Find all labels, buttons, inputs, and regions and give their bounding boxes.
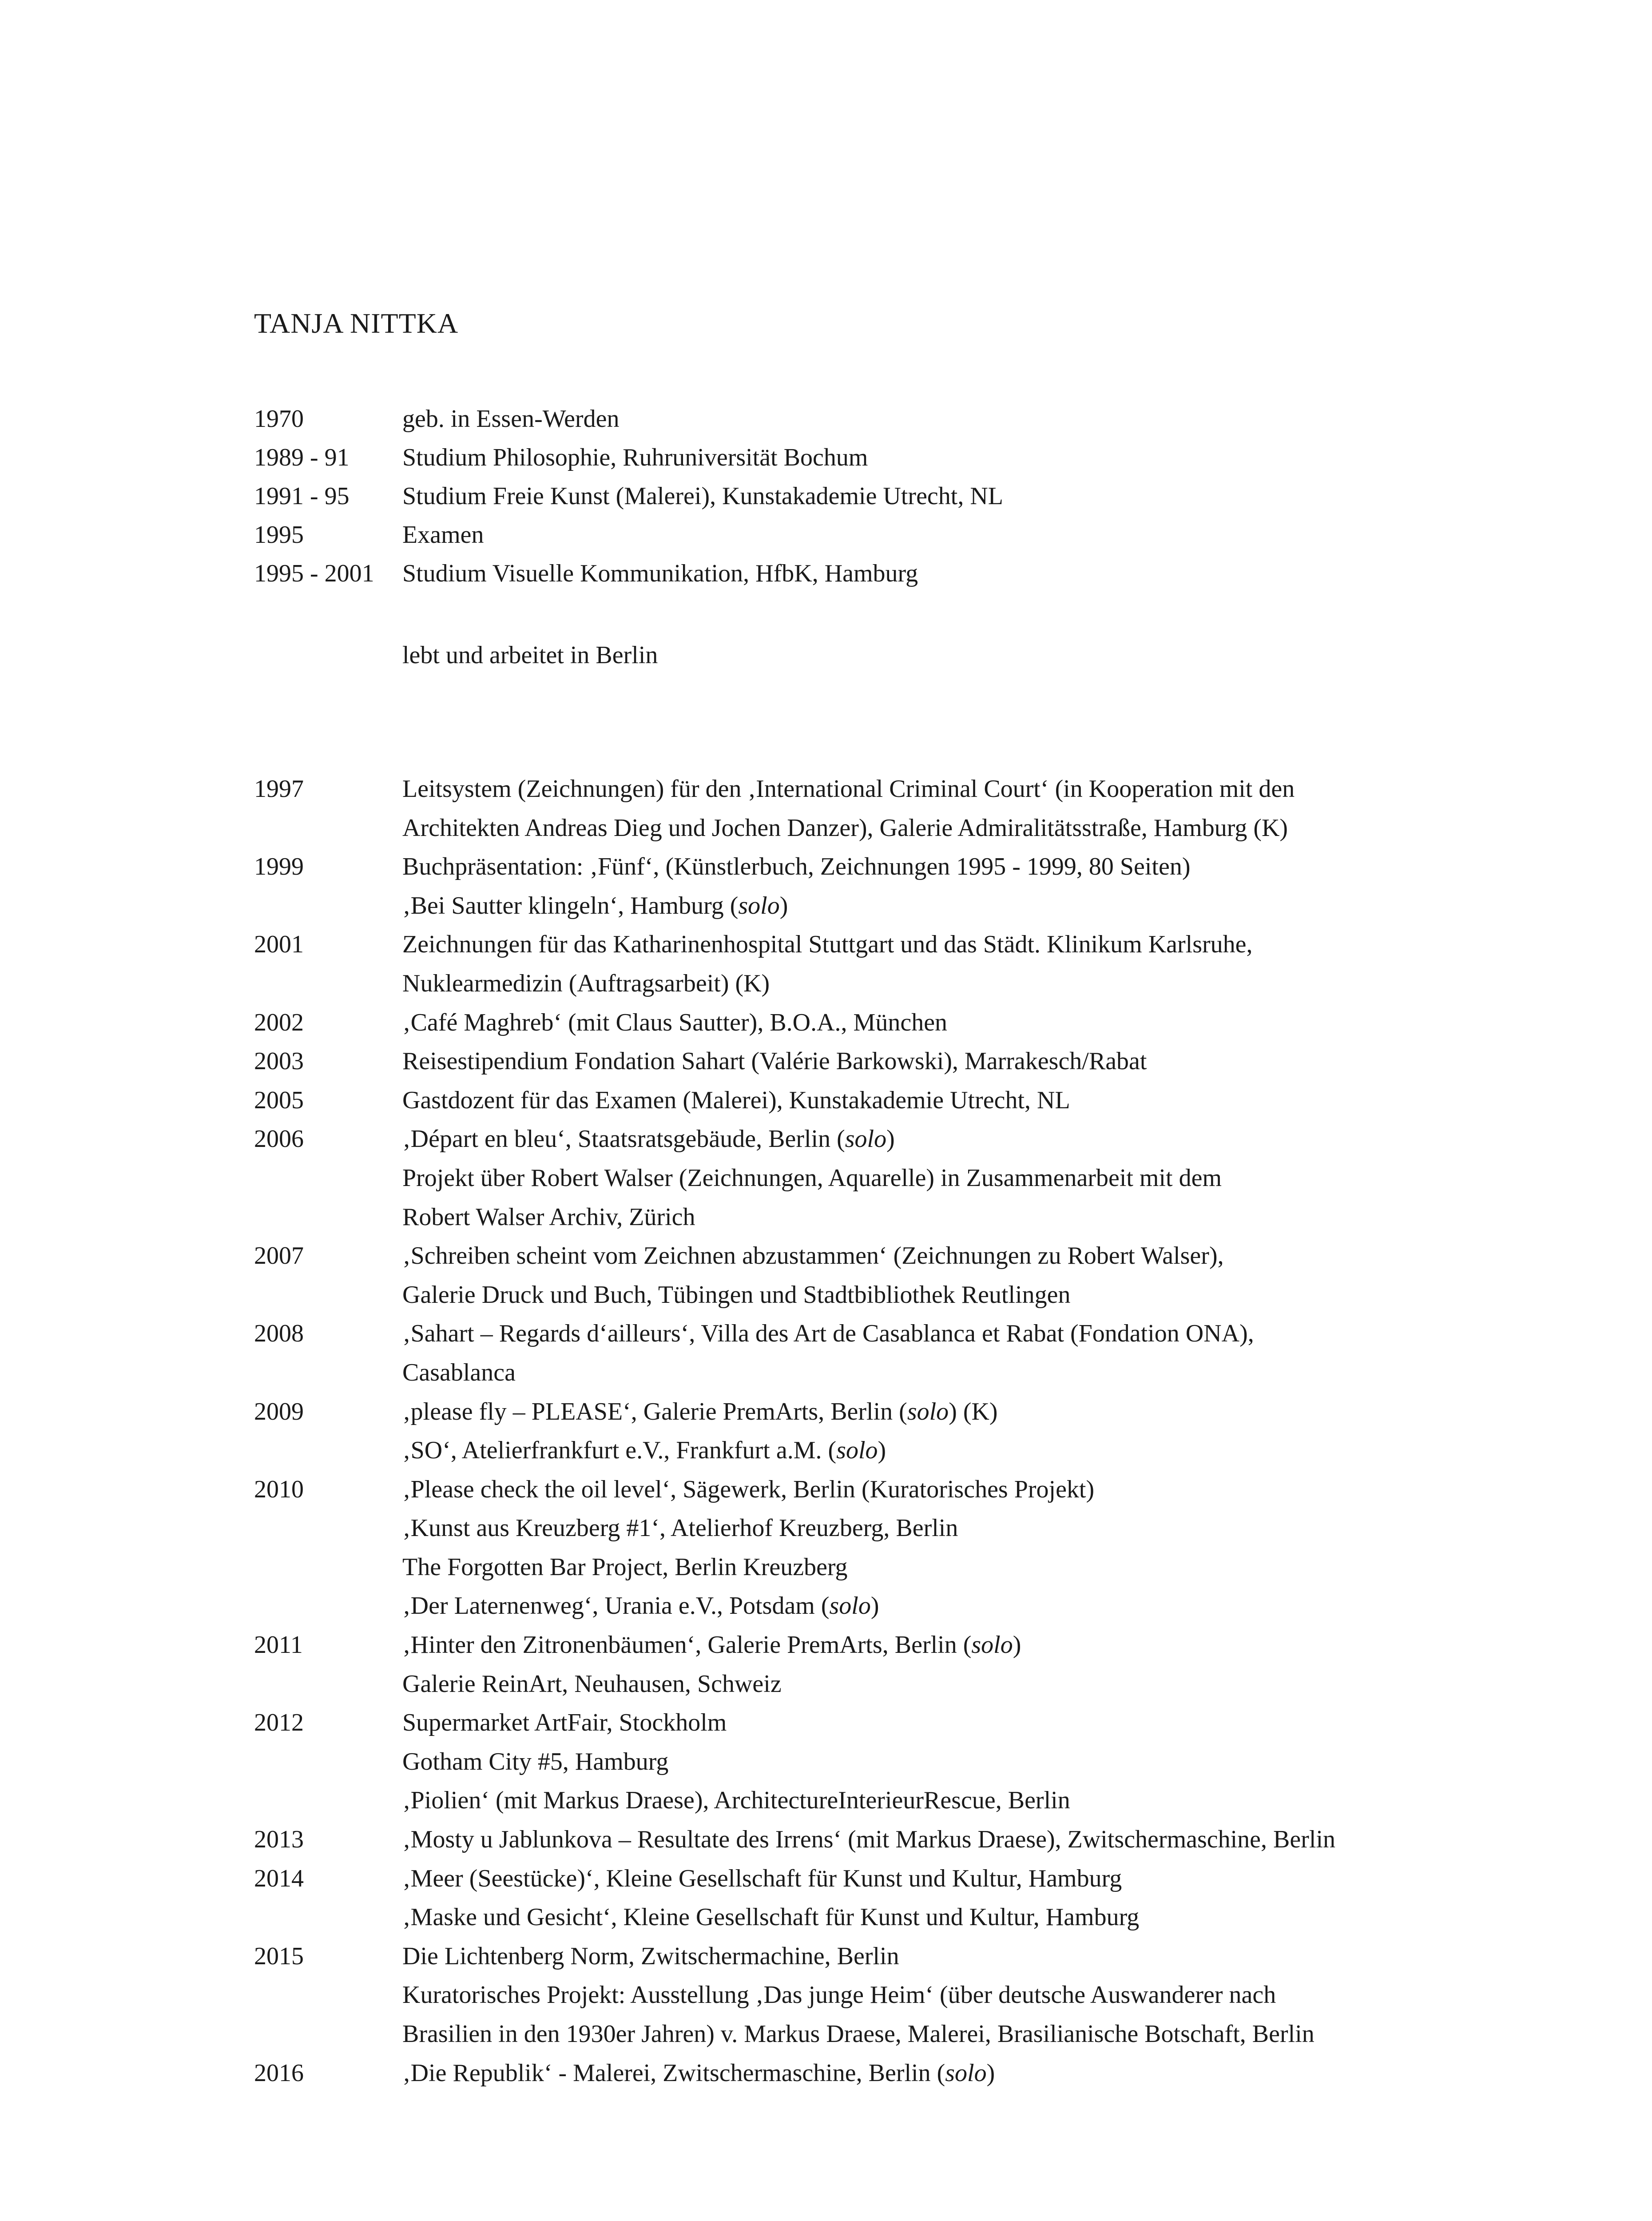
cv-entry-row bbox=[254, 1314, 1542, 1353]
cv-entry-row bbox=[254, 770, 1542, 809]
cv-entry-row bbox=[254, 2054, 1542, 2093]
entry-description: Brasilien in den 1930er Jahren) v. Markus Draese, Malerei, Brasilianische Botschaft, Berlin bbox=[402, 2020, 1314, 2048]
solo-marker: solo bbox=[829, 1592, 871, 1620]
cv-entry-row bbox=[254, 1393, 1542, 1432]
entry-text bbox=[402, 2054, 995, 2093]
entry-text bbox=[402, 1470, 1094, 1509]
year-label: 1970 bbox=[254, 405, 304, 433]
entry-text bbox=[402, 1509, 958, 1548]
entry-description: ‚Bei Sautter klingeln‘, Hamburg ( bbox=[402, 892, 739, 919]
entry-text bbox=[402, 1198, 695, 1237]
bio-row bbox=[254, 554, 1542, 593]
year-label: 2006 bbox=[254, 1125, 304, 1153]
cv-entry-row bbox=[254, 1820, 1542, 1859]
entry-text bbox=[402, 1704, 727, 1743]
entry-description: Examen bbox=[402, 521, 484, 549]
entry-description: ‚Please check the oil level‘, Sägewerk, Berlin (Kuratorisches Projekt) bbox=[402, 1475, 1095, 1503]
solo-marker: solo bbox=[738, 892, 780, 919]
year-label: 1997 bbox=[254, 775, 304, 803]
cv-entry-row bbox=[254, 1704, 1542, 1743]
year-label: 2015 bbox=[254, 1942, 304, 1970]
entry-suffix: ) bbox=[878, 1437, 886, 1465]
cv-entry-row bbox=[254, 1470, 1542, 1509]
entry-text bbox=[402, 1548, 848, 1587]
cv-entry-row bbox=[254, 2015, 1542, 2054]
cv-entry-row bbox=[254, 1781, 1542, 1820]
solo-marker: solo bbox=[845, 1125, 887, 1153]
bio-row bbox=[254, 477, 1542, 516]
entry-text bbox=[402, 1276, 1070, 1315]
solo-marker: solo bbox=[907, 1397, 949, 1425]
cv-entry-row bbox=[254, 964, 1542, 1003]
entry-suffix: ) bbox=[886, 1125, 895, 1153]
cv-entry-row bbox=[254, 1042, 1542, 1081]
entry-description: ‚Départ en bleu‘, Staatsratsgebäude, Berlin ( bbox=[402, 1125, 845, 1153]
entry-text bbox=[402, 848, 1191, 887]
year-label: 2011 bbox=[254, 1631, 303, 1659]
entry-text bbox=[402, 809, 1288, 848]
entry-description: ‚SO‘, Atelierfrankfurt e.V., Frankfurt a.M. ( bbox=[402, 1437, 837, 1465]
year-label: 1999 bbox=[254, 853, 304, 881]
entry-text bbox=[402, 1431, 886, 1470]
entry-text bbox=[402, 1353, 516, 1393]
cv-entry-row bbox=[254, 1976, 1542, 2015]
year-label: 2014 bbox=[254, 1864, 304, 1892]
entry-description: Projekt über Robert Walser (Zeichnungen, Aquarelle) in Zusammenarbeit mit dem bbox=[402, 1164, 1222, 1192]
entry-description: ‚Sahart – Regards d‘ailleurs‘, Villa des Art de Casablanca et Rabat (Fondation ONA), bbox=[402, 1320, 1254, 1348]
entry-description: Zeichnungen für das Katharinenhospital Stuttgart und das Städt. Klinikum Karlsruhe, bbox=[402, 931, 1253, 959]
entry-description: ‚Maske und Gesicht‘, Kleine Gesellschaft für Kunst und Kultur, Hamburg bbox=[402, 1903, 1140, 1931]
entry-text bbox=[402, 1587, 879, 1626]
cv-entry-row bbox=[254, 848, 1542, 887]
entry-description: Studium Freie Kunst (Malerei), Kunstakademie Utrecht, NL bbox=[402, 482, 1003, 510]
entry-description: geb. in Essen-Werden bbox=[402, 405, 620, 433]
entry-suffix: ) bbox=[870, 1592, 879, 1620]
entry-description: ‚Kunst aus Kreuzberg #1‘, Atelierhof Kreuzberg, Berlin bbox=[402, 1514, 958, 1542]
entry-text bbox=[402, 438, 868, 477]
entry-text bbox=[402, 1393, 998, 1432]
cv-entry-row bbox=[254, 1898, 1542, 1937]
entry-description: ‚Piolien‘ (mit Markus Draese), ArchitectureInterieurRescue, Berlin bbox=[402, 1787, 1070, 1815]
entry-text bbox=[402, 1665, 782, 1704]
cv-entry-row bbox=[254, 1743, 1542, 1782]
year-label: 2003 bbox=[254, 1047, 304, 1075]
entry-description: Buchpräsentation: ‚Fünf‘, (Künstlerbuch, Zeichnungen 1995 - 1999, 80 Seiten) bbox=[402, 853, 1191, 881]
entry-suffix: ) (K) bbox=[949, 1397, 998, 1425]
cv-entry-row bbox=[254, 1276, 1542, 1315]
year-label: 2002 bbox=[254, 1008, 304, 1036]
cv-entry-row bbox=[254, 1859, 1542, 1899]
entry-description: Kuratorisches Projekt: Ausstellung ‚Das junge Heim‘ (über deutsche Auswanderer nach bbox=[402, 1981, 1276, 2009]
year-label: 2005 bbox=[254, 1086, 304, 1114]
entry-description: Architekten Andreas Dieg und Jochen Danzer), Galerie Admiralitätsstraße, Hamburg (K) bbox=[402, 814, 1288, 842]
year-label: 2001 bbox=[254, 931, 304, 959]
year-label: 2008 bbox=[254, 1320, 304, 1348]
cv-entry-row bbox=[254, 809, 1542, 848]
solo-marker: solo bbox=[836, 1437, 878, 1465]
entry-description: Gotham City #5, Hamburg bbox=[402, 1747, 669, 1775]
entry-text bbox=[402, 477, 1003, 516]
entry-description: Die Lichtenberg Norm, Zwitschermachine, Berlin bbox=[402, 1942, 899, 1970]
entry-text bbox=[402, 964, 770, 1003]
entry-text bbox=[402, 400, 619, 438]
bio-row bbox=[254, 516, 1542, 554]
year-label: 2009 bbox=[254, 1397, 304, 1425]
entry-text bbox=[402, 1626, 1021, 1665]
cv-entry-row bbox=[254, 1548, 1542, 1587]
year-label: 2016 bbox=[254, 2059, 304, 2087]
year-label: 1991 - 95 bbox=[254, 482, 349, 510]
entry-description: ‚please fly – PLEASE‘, Galerie PremArts, Berlin ( bbox=[402, 1397, 907, 1425]
entry-description: Nuklearmedizin (Auftragsarbeit) (K) bbox=[402, 969, 770, 997]
entry-text bbox=[402, 1781, 1070, 1820]
cv-entry-row bbox=[254, 1665, 1542, 1704]
entry-description: Galerie Druck und Buch, Tübingen und Stadtbibliothek Reutlingen bbox=[402, 1281, 1071, 1309]
bio-row bbox=[254, 438, 1542, 477]
entry-suffix: ) bbox=[779, 892, 788, 919]
cv-entry-row bbox=[254, 1431, 1542, 1470]
entry-text bbox=[402, 1743, 668, 1782]
cv-entry-row bbox=[254, 1587, 1542, 1626]
cv-entry-row bbox=[254, 1509, 1542, 1548]
cv-entry-row bbox=[254, 1120, 1542, 1159]
entry-description: Galerie ReinArt, Neuhausen, Schweiz bbox=[402, 1670, 782, 1698]
cv-entry-row bbox=[254, 1237, 1542, 1276]
solo-marker: solo bbox=[971, 1631, 1013, 1659]
year-label: 2012 bbox=[254, 1709, 304, 1737]
solo-marker: solo bbox=[945, 2059, 987, 2087]
entry-text bbox=[402, 554, 918, 593]
cv-entry-row bbox=[254, 1353, 1542, 1393]
entry-text bbox=[402, 1237, 1224, 1276]
entry-suffix: ) bbox=[986, 2059, 995, 2087]
entry-text bbox=[402, 1120, 895, 1159]
entry-description: Gastdozent für das Examen (Malerei), Kunstakademie Utrecht, NL bbox=[402, 1086, 1070, 1114]
entry-text bbox=[402, 1081, 1070, 1120]
entry-description: Leitsystem (Zeichnungen) für den ‚International Criminal Court‘ (in Kooperation mit den bbox=[402, 775, 1295, 803]
page-title: TANJA NITTKA bbox=[254, 307, 459, 339]
entry-description: Studium Philosophie, Ruhruniversität Bochum bbox=[402, 444, 868, 471]
cv-entry-row bbox=[254, 1626, 1542, 1665]
exhibition-list bbox=[254, 770, 1542, 2093]
year-label: 1995 bbox=[254, 521, 304, 549]
entry-text bbox=[402, 1976, 1276, 2015]
entry-description: Studium Visuelle Kommunikation, HfbK, Hamburg bbox=[402, 560, 918, 587]
entry-text bbox=[402, 516, 484, 554]
entry-text bbox=[402, 1314, 1254, 1353]
entry-description: ‚Mosty u Jablunkova – Resultate des Irrens‘ (mit Markus Draese), Zwitschermaschine, Berlin bbox=[402, 1826, 1336, 1854]
entry-text bbox=[402, 887, 788, 926]
residence-note: lebt und arbeitet in Berlin bbox=[402, 641, 658, 669]
entry-text bbox=[402, 1042, 1147, 1081]
cv-entry-row bbox=[254, 1937, 1542, 1976]
entry-description: Casablanca bbox=[402, 1358, 516, 1386]
entry-description: Robert Walser Archiv, Zürich bbox=[402, 1203, 695, 1231]
cv-entry-row bbox=[254, 887, 1542, 926]
entry-text bbox=[402, 1159, 1222, 1198]
entry-text bbox=[402, 2015, 1314, 2054]
entry-description: The Forgotten Bar Project, Berlin Kreuzberg bbox=[402, 1553, 848, 1581]
entry-suffix: ) bbox=[1013, 1631, 1021, 1659]
entry-text bbox=[402, 1898, 1139, 1937]
year-label: 2013 bbox=[254, 1826, 304, 1854]
entry-text bbox=[402, 1820, 1335, 1859]
entry-description: ‚Hinter den Zitronenbäumen‘, Galerie PremArts, Berlin ( bbox=[402, 1631, 972, 1659]
entry-text bbox=[402, 925, 1253, 964]
cv-entry-row bbox=[254, 1159, 1542, 1198]
entry-description: ‚Die Republik‘ - Malerei, Zwitschermaschine, Berlin ( bbox=[402, 2059, 945, 2087]
entry-text bbox=[402, 1003, 947, 1043]
year-label: 2007 bbox=[254, 1242, 304, 1270]
bio-list bbox=[254, 400, 1542, 593]
entry-description: Supermarket ArtFair, Stockholm bbox=[402, 1709, 727, 1737]
cv-entry-row bbox=[254, 1198, 1542, 1237]
bio-row bbox=[254, 400, 1542, 438]
entry-description: ‚Meer (Seestücke)‘, Kleine Gesellschaft für Kunst und Kultur, Hamburg bbox=[402, 1864, 1122, 1892]
cv-entry-row bbox=[254, 925, 1542, 964]
entry-description: ‚Café Maghreb‘ (mit Claus Sautter), B.O.A., München bbox=[402, 1008, 948, 1036]
entry-description: ‚Schreiben scheint vom Zeichnen abzustammen‘ (Zeichnungen zu Robert Walser), bbox=[402, 1242, 1224, 1270]
year-label: 1995 - 2001 bbox=[254, 560, 374, 587]
entry-text bbox=[402, 770, 1295, 809]
entry-text bbox=[402, 1859, 1122, 1899]
entry-text bbox=[402, 1937, 899, 1976]
entry-description: ‚Der Laternenweg‘, Urania e.V., Potsdam ( bbox=[402, 1592, 830, 1620]
year-label: 1989 - 91 bbox=[254, 444, 349, 471]
year-label: 2010 bbox=[254, 1475, 304, 1503]
entry-description: Reisestipendium Fondation Sahart (Valérie Barkowski), Marrakesch/Rabat bbox=[402, 1047, 1147, 1075]
cv-entry-row bbox=[254, 1003, 1542, 1043]
cv-entry-row bbox=[254, 1081, 1542, 1120]
